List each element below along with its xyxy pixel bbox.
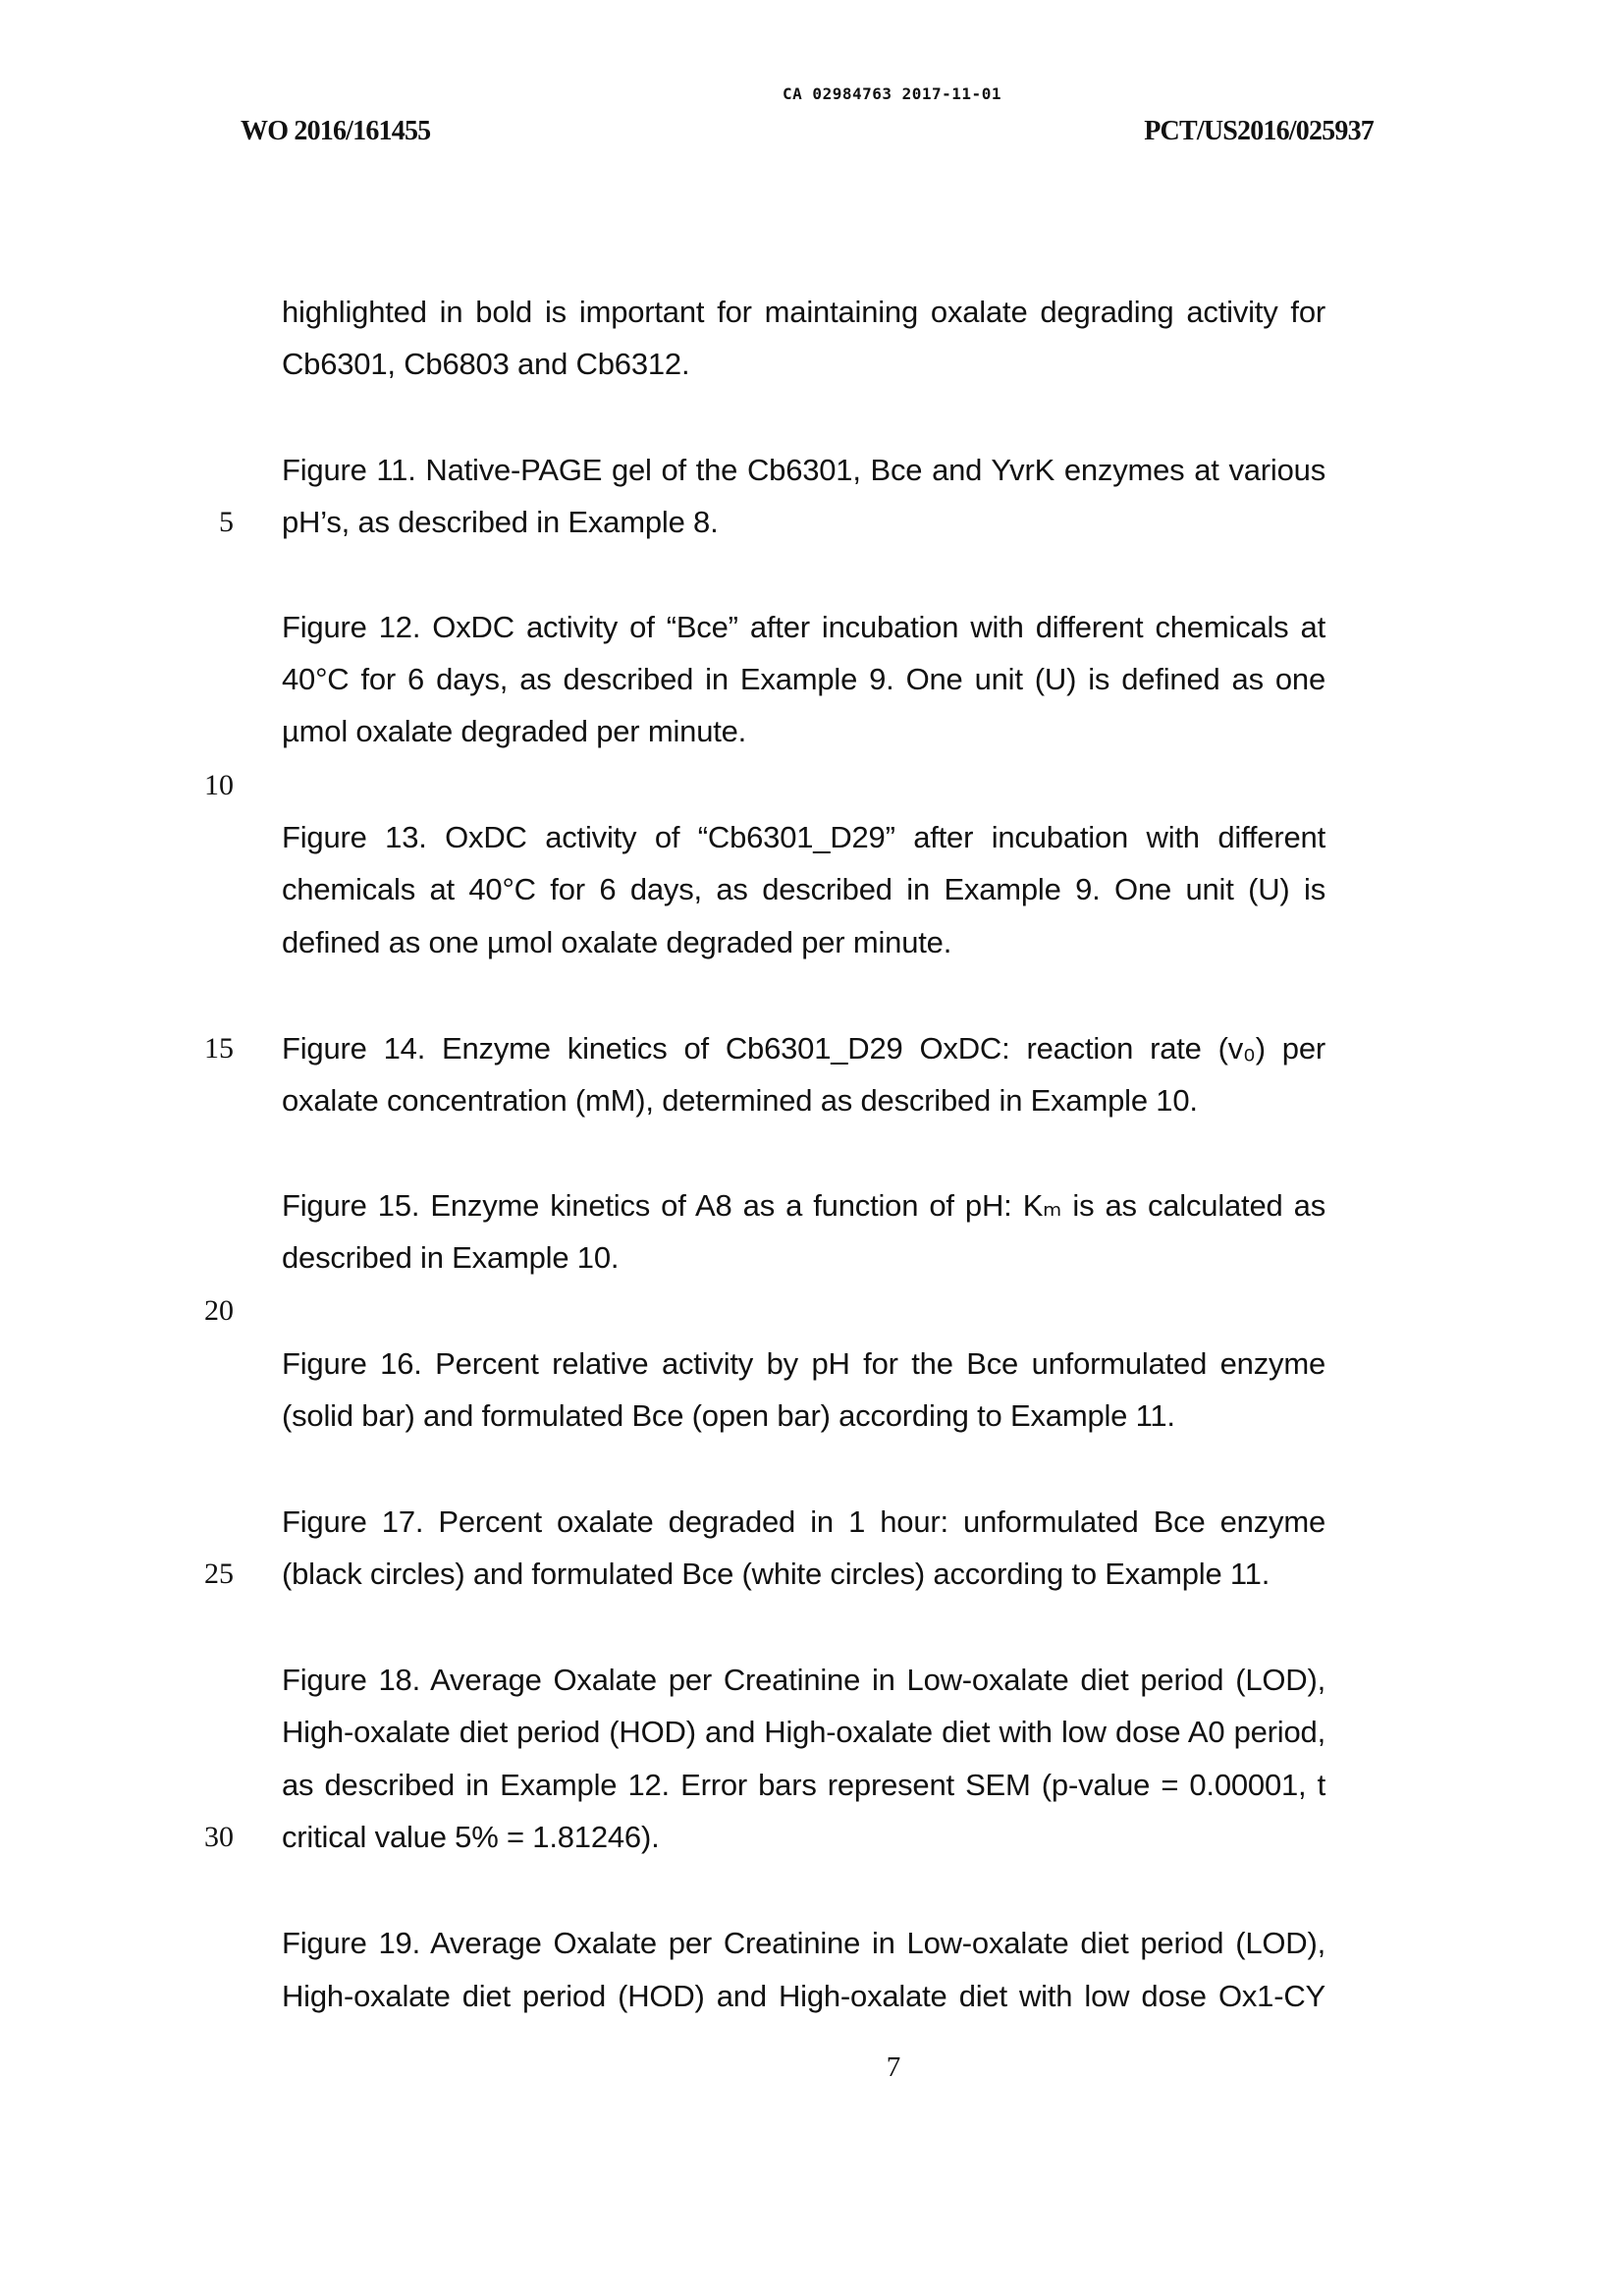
text-line: defined as one µmol oxalate degraded per minute. <box>282 925 952 959</box>
text-line: (solid bar) and formulated Bce (open bar) according to Example 11. <box>282 1398 1175 1433</box>
text-line: Figure 14. Enzyme kinetics of Cb6301_D29 OxDC: reaction rate (v₀) per <box>282 1031 1325 1066</box>
text-line: highlighted in bold is important for maintaining oxalate degrading activity for <box>282 295 1325 329</box>
text-line: Figure 12. OxDC activity of “Bce” after incubation with different chemicals at <box>282 610 1325 644</box>
text-line: critical value 5% = 1.81246). <box>282 1820 660 1854</box>
text-line: described in Example 10. <box>282 1240 620 1275</box>
text-line: oxalate concentration (mM), determined as described in Example 10. <box>282 1083 1198 1118</box>
text-line: Figure 13. OxDC activity of “Cb6301_D29” after incubation with different <box>282 820 1325 854</box>
page-number: 7 <box>886 2051 901 2083</box>
line-number-25: 25 <box>204 1558 234 1590</box>
text-line: (black circles) and formulated Bce (white circles) according to Example 11. <box>282 1557 1271 1591</box>
application-number: PCT/US2016/025937 <box>1144 116 1374 146</box>
text-line: High-oxalate diet period (HOD) and High-oxalate diet with low dose Ox1-CY <box>282 1979 1325 2013</box>
text-line: High-oxalate diet period (HOD) and High-oxalate diet with low dose A0 period, <box>282 1715 1325 1749</box>
line-number-15: 15 <box>204 1032 234 1065</box>
text-line: Figure 11. Native-PAGE gel of the Cb6301, Bce and YvrK enzymes at various <box>282 453 1325 487</box>
text-line: Figure 16. Percent relative activity by pH for the Bce unformulated enzyme <box>282 1346 1325 1381</box>
text-line: chemicals at 40°C for 6 days, as described in Example 9. One unit (U) is <box>282 872 1325 906</box>
text-line: Figure 15. Enzyme kinetics of A8 as a function of pH: Kₘ is as calculated as <box>282 1188 1325 1223</box>
line-number-5: 5 <box>219 506 234 538</box>
text-line: Figure 19. Average Oxalate per Creatinine in Low-oxalate diet period (LOD), <box>282 1926 1325 1960</box>
text-line: Figure 17. Percent oxalate degraded in 1 hour: unformulated Bce enzyme <box>282 1504 1325 1539</box>
line-number-10: 10 <box>204 769 234 801</box>
text-line: Cb6301, Cb6803 and Cb6312. <box>282 347 690 381</box>
text-line: 40°C for 6 days, as described in Example 9. One unit (U) is defined as one <box>282 662 1325 696</box>
publication-number: WO 2016/161455 <box>241 116 431 146</box>
text-line: Figure 18. Average Oxalate per Creatinine in Low-oxalate diet period (LOD), <box>282 1663 1325 1697</box>
text-line: pH’s, as described in Example 8. <box>282 505 719 539</box>
line-number-20: 20 <box>204 1294 234 1327</box>
ca-filing-stamp: CA 02984763 2017-11-01 <box>783 84 1001 103</box>
line-number-30: 30 <box>204 1821 234 1853</box>
text-line: as described in Example 12. Error bars represent SEM (p-value = 0.00001, t <box>282 1768 1325 1802</box>
text-line: µmol oxalate degraded per minute. <box>282 714 747 748</box>
